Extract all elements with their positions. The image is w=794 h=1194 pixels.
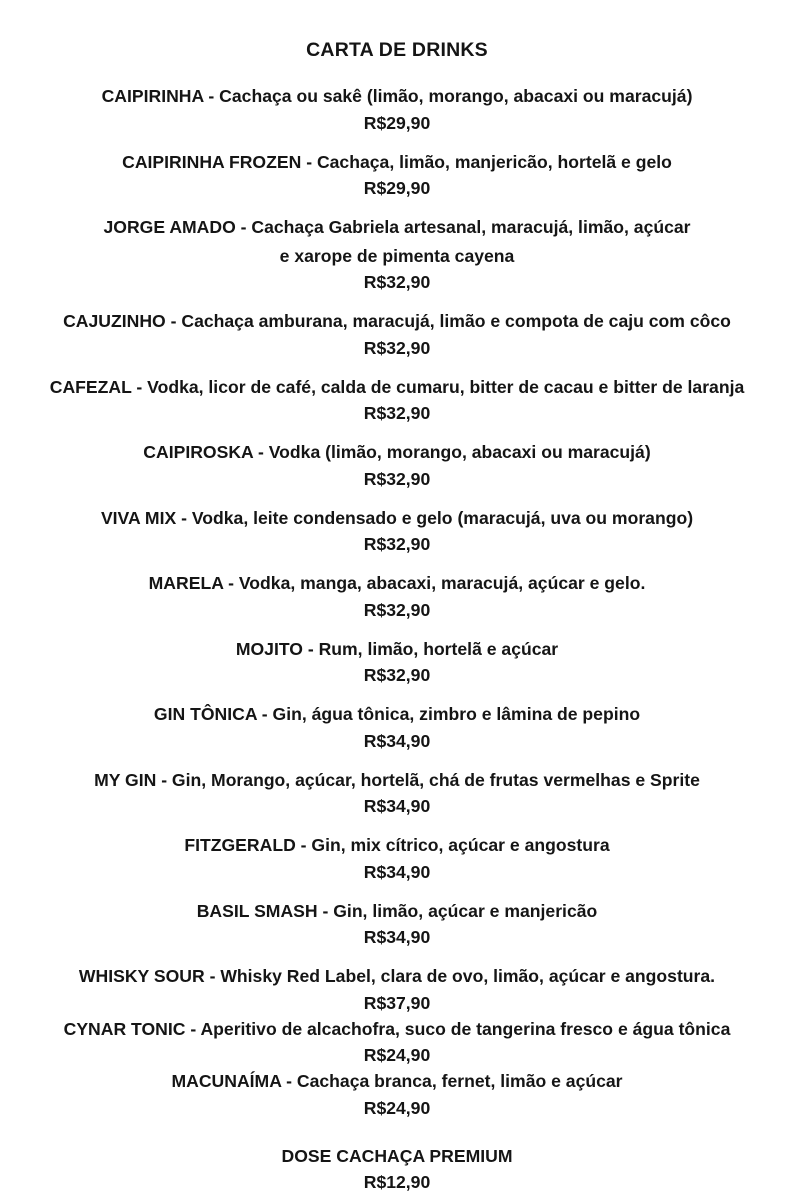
drink-item bbox=[28, 962, 766, 1015]
drink-item bbox=[28, 569, 766, 622]
drink-description: CYNAR TONIC - Aperitivo de alcachofra, suco de tangerina fresco e água tônica bbox=[28, 1015, 766, 1044]
drink-price: R$32,90 bbox=[28, 270, 766, 294]
drink-description: e xarope de pimenta cayena bbox=[28, 242, 766, 271]
drink-description: FITZGERALD - Gin, mix cítrico, açúcar e angostura bbox=[28, 831, 766, 860]
drink-description: CAIPIRINHA - Cachaça ou sakê (limão, morango, abacaxi ou maracujá) bbox=[28, 82, 766, 111]
drink-description: GIN TÔNICA - Gin, água tônica, zimbro e lâmina de pepino bbox=[28, 700, 766, 729]
drink-price: R$34,90 bbox=[28, 860, 766, 884]
drink-description: VIVA MIX - Vodka, leite condensado e gelo (maracujá, uva ou morango) bbox=[28, 504, 766, 533]
drink-description: CAJUZINHO - Cachaça amburana, maracujá, limão e compota de caju com côco bbox=[28, 307, 766, 336]
drink-price: R$29,90 bbox=[28, 176, 766, 200]
drink-price: R$32,90 bbox=[28, 532, 766, 556]
drink-price: R$37,90 bbox=[28, 991, 766, 1015]
drink-item bbox=[28, 700, 766, 753]
drink-price: R$24,90 bbox=[28, 1043, 766, 1067]
drink-item bbox=[28, 82, 766, 135]
drink-description: WHISKY SOUR - Whisky Red Label, clara de ovo, limão, açúcar e angostura. bbox=[28, 962, 766, 991]
page-title: CARTA DE DRINKS bbox=[28, 38, 766, 62]
drink-price: R$32,90 bbox=[28, 336, 766, 360]
drink-price: R$32,90 bbox=[28, 401, 766, 425]
drink-description: BASIL SMASH - Gin, limão, açúcar e manjericão bbox=[28, 897, 766, 926]
drink-description: CAIPIRINHA FROZEN - Cachaça, limão, manjericão, hortelã e gelo bbox=[28, 148, 766, 177]
drink-description: CAIPIROSKA - Vodka (limão, morango, abacaxi ou maracujá) bbox=[28, 438, 766, 467]
drink-price: R$34,90 bbox=[28, 729, 766, 753]
drink-item bbox=[28, 373, 766, 426]
drink-description: MY GIN - Gin, Morango, açúcar, hortelã, chá de frutas vermelhas e Sprite bbox=[28, 766, 766, 795]
drink-item bbox=[28, 1142, 766, 1194]
drink-description: MACUNAÍMA - Cachaça branca, fernet, limão e açúcar bbox=[28, 1067, 766, 1096]
drink-description: CAFEZAL - Vodka, licor de café, calda de cumaru, bitter de cacau e bitter de laranja bbox=[28, 373, 766, 402]
drink-item bbox=[28, 635, 766, 688]
drink-item bbox=[28, 438, 766, 491]
drink-price: R$34,90 bbox=[28, 925, 766, 949]
drink-price: R$34,90 bbox=[28, 794, 766, 818]
drink-description: MARELA - Vodka, manga, abacaxi, maracujá, açúcar e gelo. bbox=[28, 569, 766, 598]
drink-description: DOSE CACHAÇA PREMIUM bbox=[28, 1142, 766, 1171]
drink-price: R$32,90 bbox=[28, 467, 766, 491]
drink-item bbox=[28, 766, 766, 819]
drink-item bbox=[28, 1015, 766, 1068]
drink-item bbox=[28, 213, 766, 294]
drink-item bbox=[28, 307, 766, 360]
drink-price: R$24,90 bbox=[28, 1096, 766, 1120]
drink-item bbox=[28, 1067, 766, 1120]
drink-price: R$12,90 bbox=[28, 1170, 766, 1194]
drink-price: R$32,90 bbox=[28, 663, 766, 687]
drink-description: MOJITO - Rum, limão, hortelã e açúcar bbox=[28, 635, 766, 664]
drinks-list bbox=[28, 82, 766, 1194]
drink-item bbox=[28, 504, 766, 557]
drink-description: JORGE AMADO - Cachaça Gabriela artesanal, maracujá, limão, açúcar bbox=[28, 213, 766, 242]
drink-price: R$32,90 bbox=[28, 598, 766, 622]
drink-item bbox=[28, 148, 766, 201]
drink-price: R$29,90 bbox=[28, 111, 766, 135]
drink-item bbox=[28, 897, 766, 950]
drink-item bbox=[28, 831, 766, 884]
